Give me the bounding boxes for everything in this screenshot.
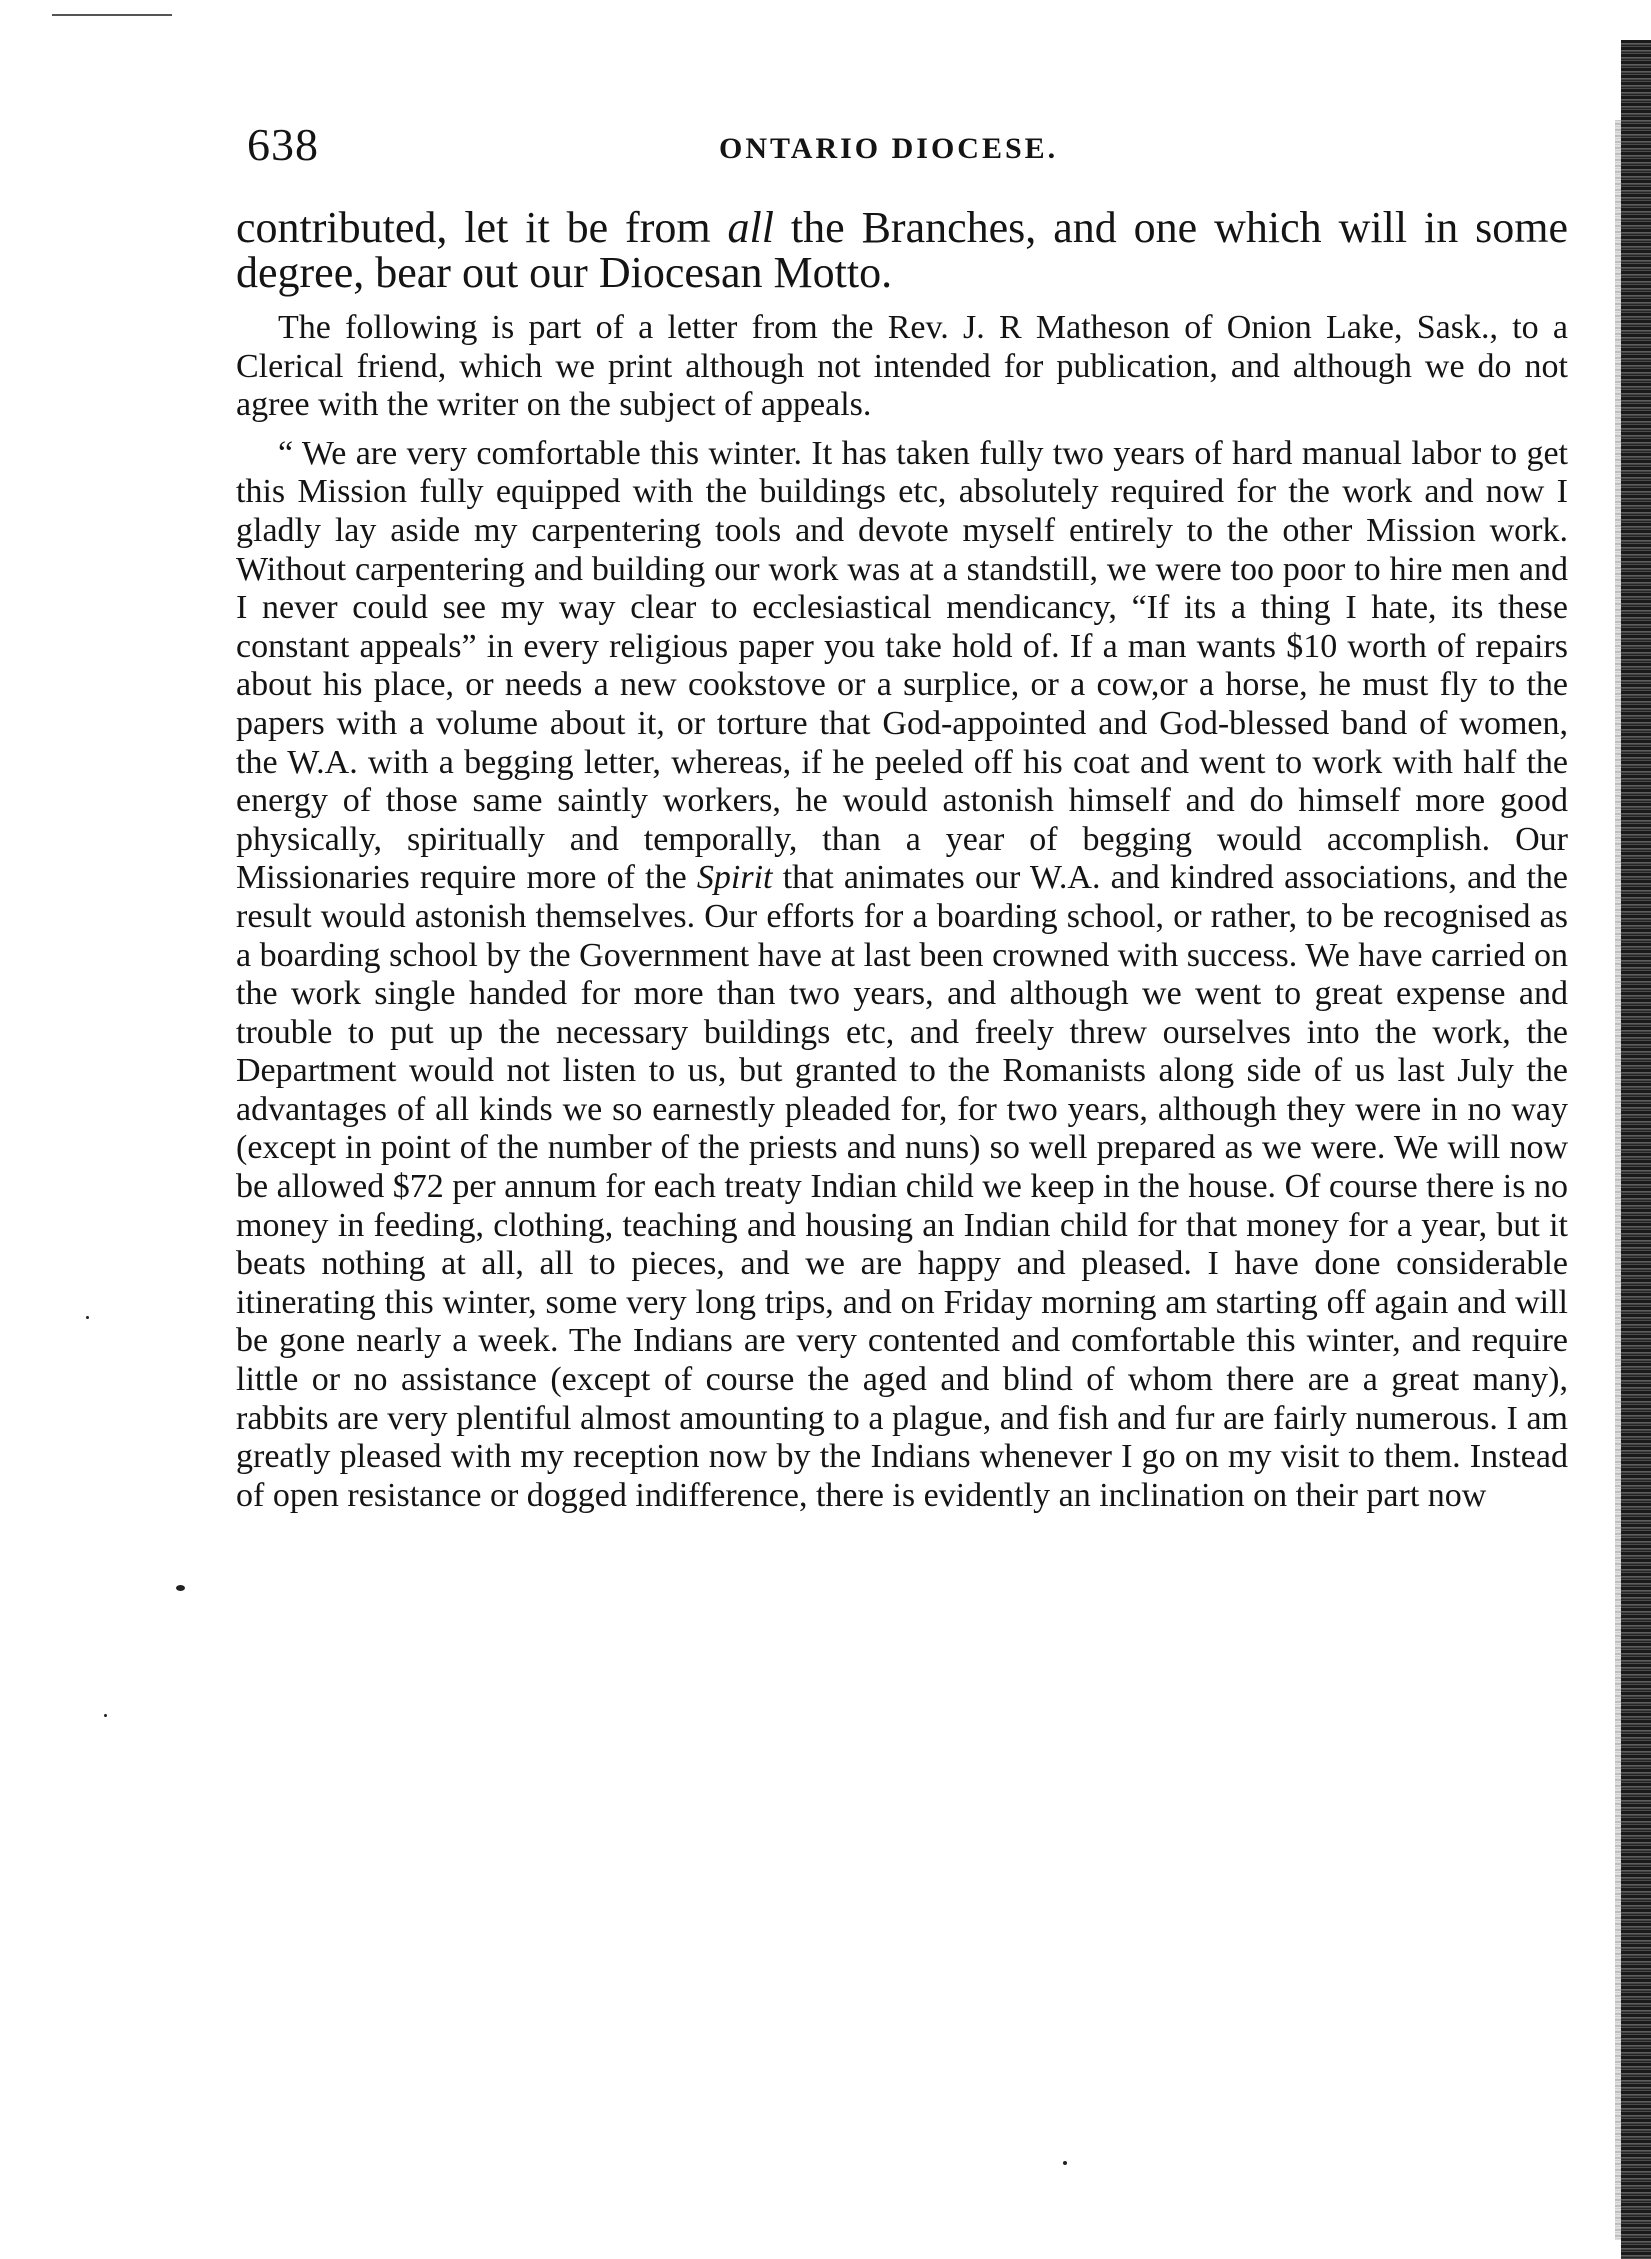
page-number: 638 — [247, 119, 319, 170]
paragraph-letter — [236, 435, 1568, 1516]
text-run: that animates our W.A. and kindred associations, and the result would astonish themselves. Our efforts for a boarding school, or rather, to be recognised as a boarding school by the Government have at last been crowned with success. We have carried on the work single handed for more than two years, and although we went to great expense and trouble to put up the necessary buildings etc, and freely threw ourselves into the work, the Department would not listen to us, but granted to the Romanists along side of us last July the advantages of all kinds we so earnestly pleaded for, for two years, although they were in no way (except in point of the number of the priests and nuns) so well prepared as we were. We will now be allowed $72 per annum for each treaty Indian child we keep in the house. Of course there is no money in feeding, clothing, teaching and housing an Indian child for that money for a year, but it beats nothing at all, all to pieces, and we are happy and pleased. I have done considerable itinerating this winter, some very long trips, and on Friday morning am starting off again and will be gone nearly a week. The Indians are very contented and comfortable this winter, and require little or no assistance (except of course the aged and blind of whom there are a great many), rabbits are very plentiful almost amounting to a plague, and fish and fur are fairly numerous. I am greatly pleased with my reception now by the Indians whenever I go on my visit to them. Instead of open resistance or dogged indifference, there is evidently an inclination on their part now — [236, 859, 1568, 1514]
top-rule — [52, 14, 172, 16]
scan-speck — [86, 1316, 89, 1319]
page-binding-edge — [1621, 40, 1651, 2259]
page-header — [247, 118, 1567, 178]
text-run: the Branches, and one which will in some degree, bear out our Diocesan Motto. — [236, 203, 1568, 297]
emphasis: Spirit — [696, 859, 773, 897]
paragraph-letter-intro: The following is part of a letter from the Rev. J. R Matheson of Onion Lake, Sask., to a Clerical friend, which we print although not intended for publication, and although we do not agree with the writer on the subject of appeals. — [236, 309, 1568, 424]
running-head: ONTARIO DIOCESE. — [719, 132, 1059, 165]
text-run: contributed, let it be from — [236, 203, 728, 252]
text-run: “ We are very comfortable this winter. It has taken fully two years of hard manual labor to get this Mission fully equipped with the buildings etc, absolutely required for the work and now I gladly lay aside my carpentering tools and devote myself entirely to the other Mission work. Without carpentering and building our work was at a standstill, we were too poor to hire men and I never could see my way clear to ecclesiastical mendicancy, “If its a thing I hate, its these constant appeals” in every religious paper you take hold of. If a man wants $10 worth of repairs about his place, or needs a new cookstove or a surplice, or a cow,or a horse, he must fly to the papers with a volume about it, or torture that God-appointed and God-blessed band of women, the W.A. with a begging letter, whereas, if he peeled off his coat and went to work with half the energy of those same saintly workers, he would astonish himself and do himself more good physically, spiritually and temporally, than a year of begging would accomplish. Our Missionaries require more of the — [236, 434, 1568, 897]
body-text — [236, 205, 1568, 1515]
paragraph-continuation — [236, 205, 1568, 295]
scan-speck — [104, 1714, 107, 1717]
emphasis: all — [727, 203, 774, 252]
scan-speck — [1063, 2161, 1067, 2165]
scan-speck — [176, 1585, 185, 1591]
